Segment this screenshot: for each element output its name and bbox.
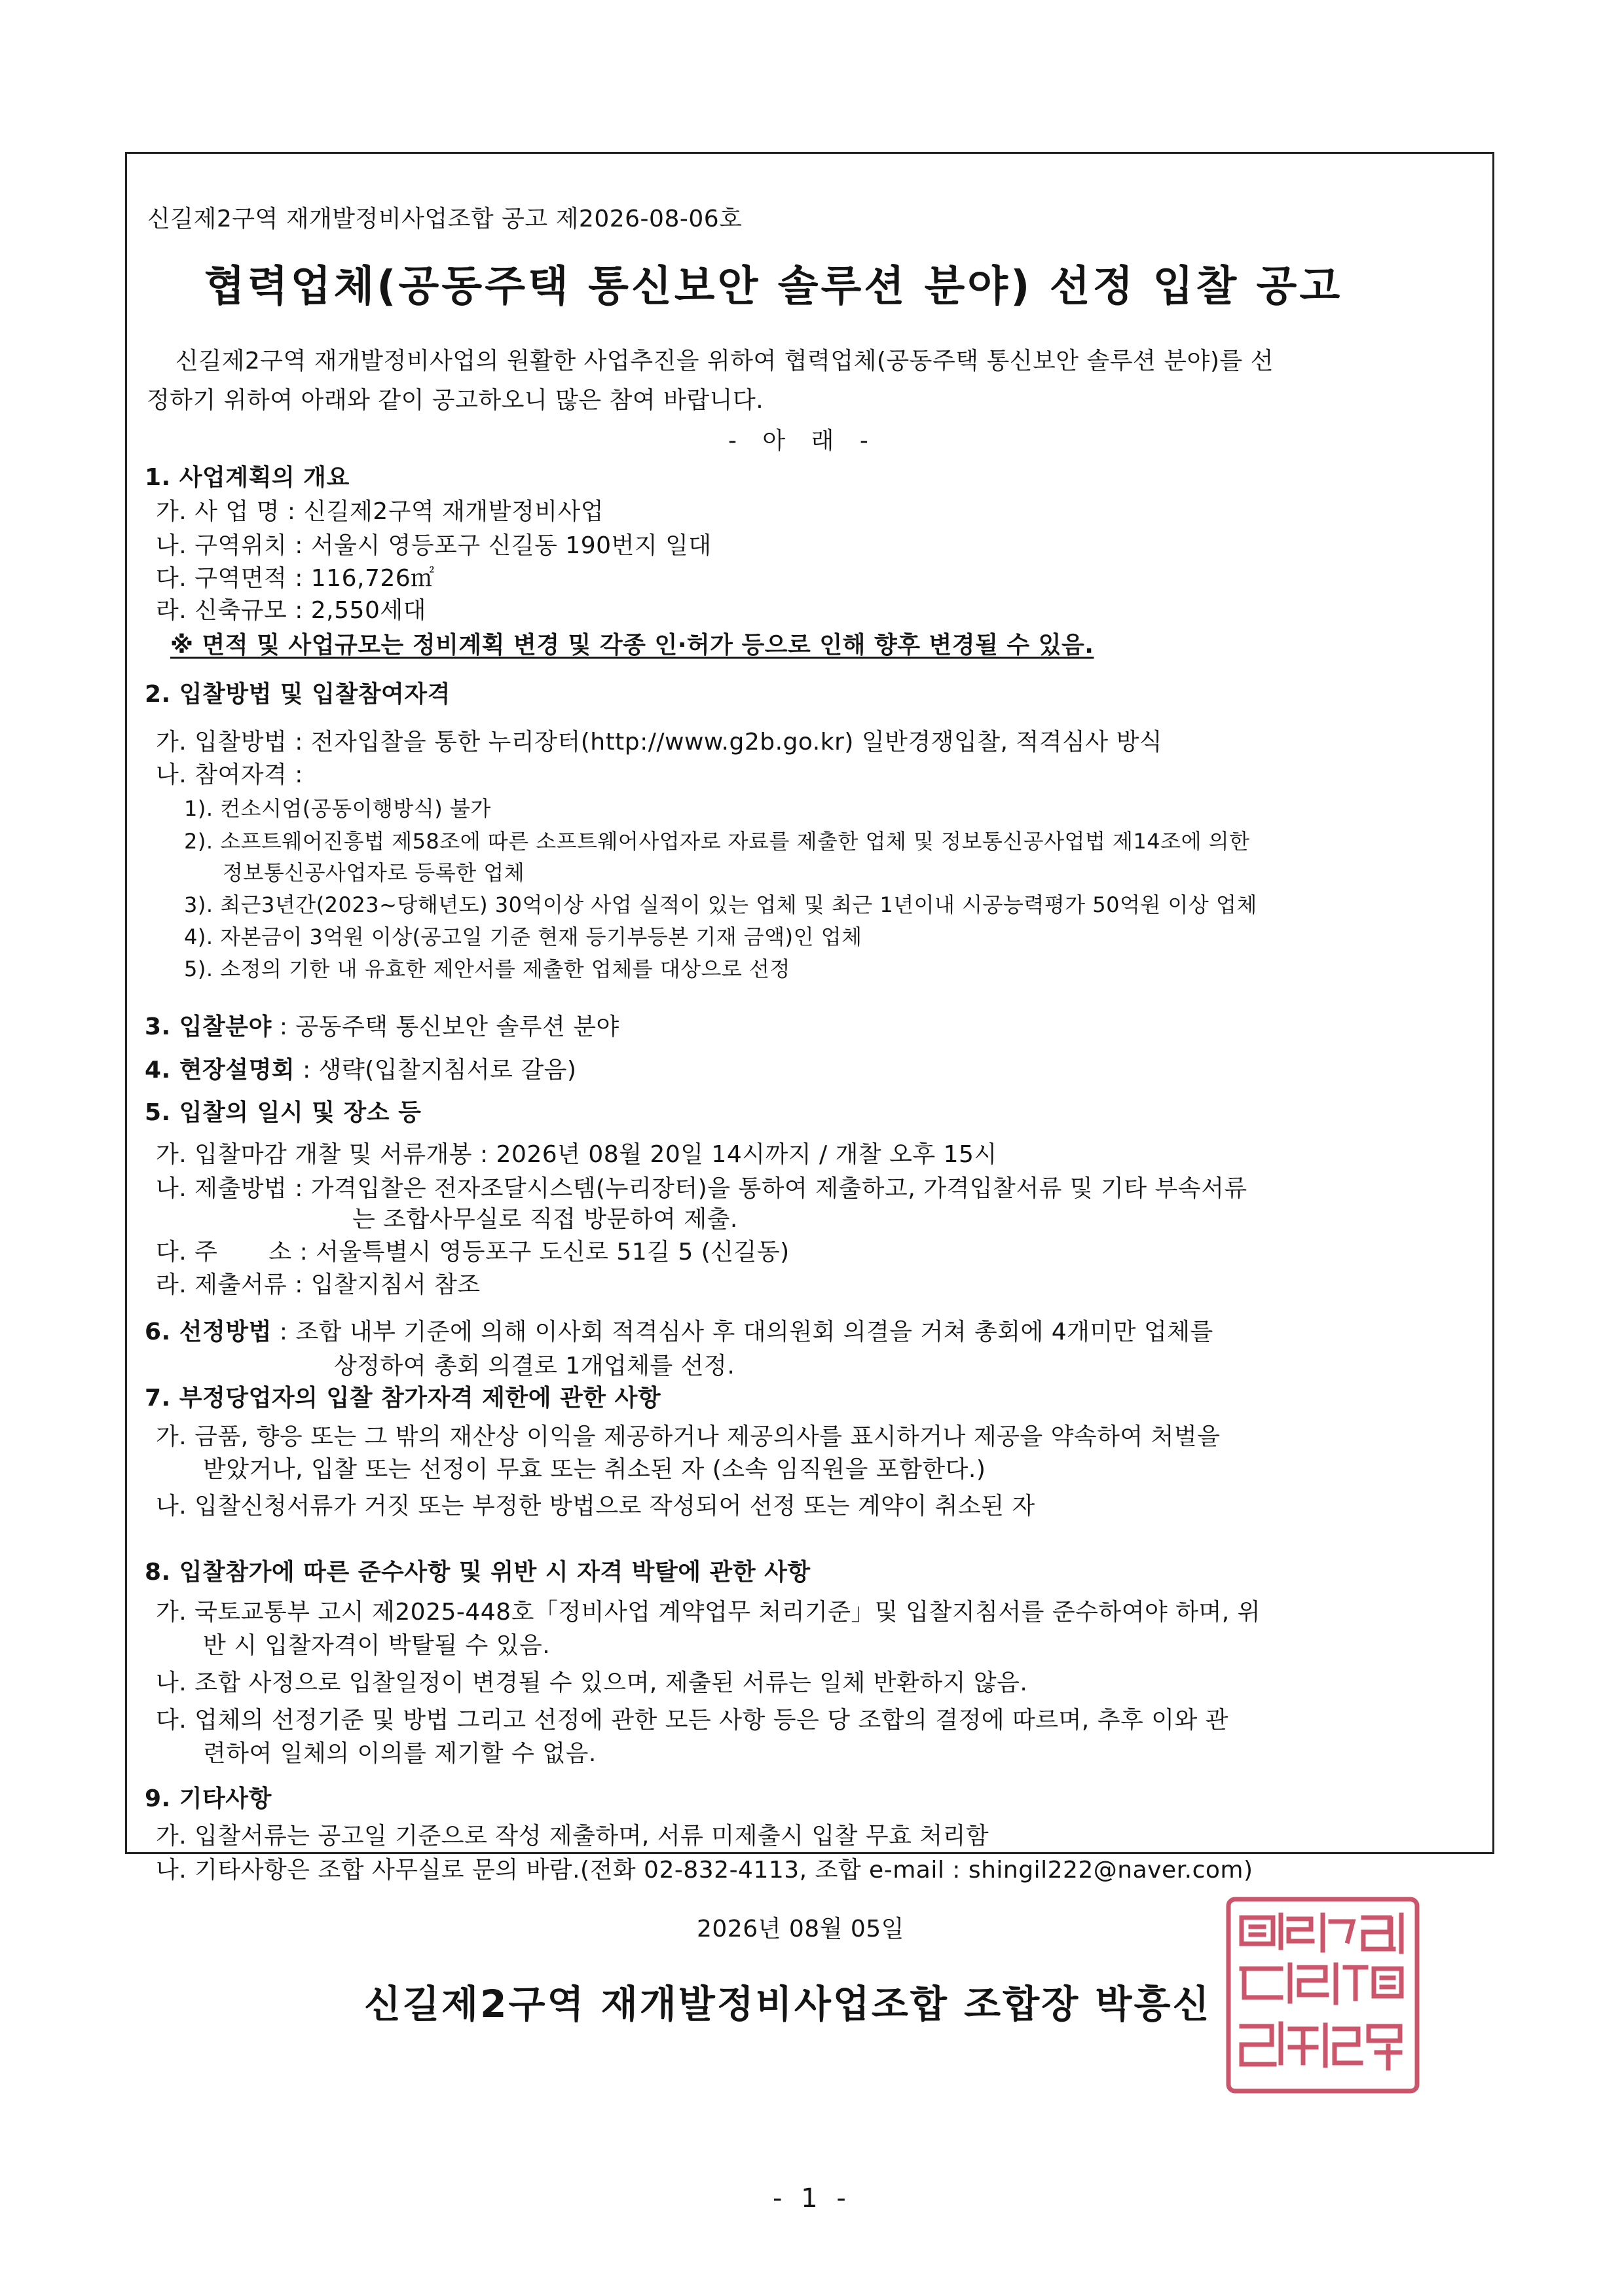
section-2-heading: 2. 입찰방법 및 입찰참여자격 <box>145 681 451 708</box>
section-3-text: : 공동주택 통신보안 솔루션 분야 <box>279 1013 619 1040</box>
page-number: - 1 - <box>773 2183 851 2214</box>
section-3 <box>145 1012 619 1042</box>
s8-item-a: 가. 국토교통부 고시 제2025-448호「정비사업 계약업무 처리기준」및 입찰지침서를 준수하여야 하며, 위 <box>156 1599 1261 1626</box>
section-6-text: : 조합 내부 기준에 의해 이사회 적격심사 후 대의원회 의결을 거쳐 총회에 4개미만 업체를 <box>279 1319 1213 1345</box>
official-seal-stamp <box>1225 1895 1421 2095</box>
page-title: 협력업체(공동주택 통신보안 솔루션 분야) 선정 입찰 공고 <box>204 263 1343 311</box>
section-6-heading: 6. 선정방법 <box>145 1319 272 1345</box>
s5-address-text: : 서울특별시 영등포구 도신로 51길 5 (신길동) <box>299 1239 790 1266</box>
s9-item-b: 나. 기타사항은 조합 사무실로 문의 바람.(전화 02-832-4113, 조합 e-mail : shingil222@naver.com) <box>156 1857 1253 1884</box>
s2-item-1: 1). 컨소시엄(공동이행방식) 불가 <box>184 796 491 821</box>
s8-item-c: 다. 업체의 선정기준 및 방법 그리고 선정에 관한 모든 사항 등은 당 조합의 결정에 따르며, 추후 이와 관 <box>156 1707 1228 1734</box>
below-marker: - 아 래 - <box>728 428 877 454</box>
section-4-text: : 생략(입찰지침서로 갈음) <box>303 1057 577 1084</box>
section-3-heading: 3. 입찰분야 <box>145 1013 272 1040</box>
s2-qualification: 나. 참여자격 : <box>156 761 303 788</box>
s5-address-label-2: 소 <box>268 1239 292 1266</box>
section-8-heading: 8. 입찰참가에 따른 준수사항 및 위반 시 자격 박탈에 관한 사항 <box>145 1559 811 1586</box>
s5-submit-method-cont: 는 조합사무실로 직접 방문하여 제출. <box>352 1206 738 1233</box>
s7-item-a-cont: 받았거나, 입찰 또는 선정이 무효 또는 취소된 자 (소속 임직원을 포함한다.) <box>203 1456 986 1483</box>
s7-item-a: 가. 금품, 향응 또는 그 밖의 재산상 이익을 제공하거나 제공의사를 표시하거나 제공을 약속하여 처벌을 <box>156 1423 1221 1450</box>
intro-line-2: 정하기 위하여 아래와 같이 공고하오니 많은 참여 바랍니다. <box>147 387 764 414</box>
s2-item-4: 4). 자본금이 3억원 이상(공고일 기준 현재 등기부등본 기재 금액)인 업체 <box>184 924 862 949</box>
section-9-heading: 9. 기타사항 <box>145 1785 272 1812</box>
s1-project-name: 가. 사 업 명 : 신길제2구역 재개발정비사업 <box>156 498 604 525</box>
section-4 <box>145 1055 576 1085</box>
s7-item-b: 나. 입찰신청서류가 거짓 또는 부정한 방법으로 작성되어 선정 또는 계약이 취소된 자 <box>156 1493 1035 1520</box>
s5-address <box>156 1237 790 1267</box>
s2-item-2: 2). 소프트웨어진흥법 제58조에 따른 소프트웨어사업자로 자료를 제출한 업체 및 정보통신공사업법 제14조에 의한 <box>184 829 1250 854</box>
s5-deadline: 가. 입찰마감 개찰 및 서류개봉 : 2026년 08월 20일 14시까지 / 개찰 오후 15시 <box>156 1141 997 1168</box>
s1-note: ※ 면적 및 사업규모는 정비계획 변경 및 각종 인·허가 등으로 인해 향후 변경될 수 있음. <box>170 632 1094 659</box>
notice-number: 신길제2구역 재개발정비사업조합 공고 제2026-08-06호 <box>147 206 743 232</box>
notice-date: 2026년 08월 05일 <box>697 1916 904 1942</box>
s5-documents: 라. 제출서류 : 입찰지침서 참조 <box>156 1271 481 1298</box>
s2-method: 가. 입찰방법 : 전자입찰을 통한 누리장터(http://www.g2b.go.kr) 일반경쟁입찰, 적격심사 방식 <box>156 729 1163 756</box>
section-7-heading: 7. 부정당업자의 입찰 참가자격 제한에 관한 사항 <box>145 1385 661 1412</box>
intro-line-1: 신길제2구역 재개발정비사업의 원활한 사업추진을 위하여 협력업체(공동주택 통신보안 솔루션 분야)를 선 <box>175 348 1274 374</box>
section-6 <box>145 1317 1213 1347</box>
section-1-heading: 1. 사업계획의 개요 <box>145 464 350 491</box>
section-5-heading: 5. 입찰의 일시 및 장소 등 <box>145 1099 422 1126</box>
s1-scale: 라. 신축규모 : 2,550세대 <box>156 597 426 624</box>
section-6-text-cont: 상정하여 총회 의결로 1개업체를 선정. <box>334 1353 735 1379</box>
s5-address-label: 다. 주 <box>156 1239 218 1266</box>
s2-item-2-cont: 정보통신공사업자로 등록한 업체 <box>223 860 525 885</box>
section-4-heading: 4. 현장설명회 <box>145 1057 295 1084</box>
s2-item-3: 3). 최근3년간(2023~당해년도) 30억이상 사업 실적이 있는 업체 및 최근 1년이내 시공능력평가 50억원 이상 업체 <box>184 892 1257 917</box>
s8-item-a-cont: 반 시 입찰자격이 박탈될 수 있음. <box>203 1632 551 1659</box>
s2-item-5: 5). 소정의 기한 내 유효한 제안서를 제출한 업체를 대상으로 선정 <box>184 957 790 981</box>
s1-location: 나. 구역위치 : 서울시 영등포구 신길동 190번지 일대 <box>156 532 712 559</box>
s8-item-c-cont: 련하여 일체의 이의를 제기할 수 없음. <box>203 1740 597 1767</box>
s8-item-b: 나. 조합 사정으로 입찰일정이 변경될 수 있으며, 제출된 서류는 일체 반환하지 않음. <box>156 1669 1028 1696</box>
s5-submit-method: 나. 제출방법 : 가격입찰은 전자조달시스템(누리장터)을 통하여 제출하고, 가격입찰서류 및 기타 부속서류 <box>156 1175 1247 1202</box>
signature-line: 신길제2구역 재개발정비사업조합 조합장 박흥신 <box>364 1982 1211 2026</box>
s1-area: 다. 구역면적 : 116,726㎡ <box>156 565 435 592</box>
s9-item-a: 가. 입찰서류는 공고일 기준으로 작성 제출하며, 서류 미제출시 입찰 무효 처리함 <box>156 1823 989 1850</box>
